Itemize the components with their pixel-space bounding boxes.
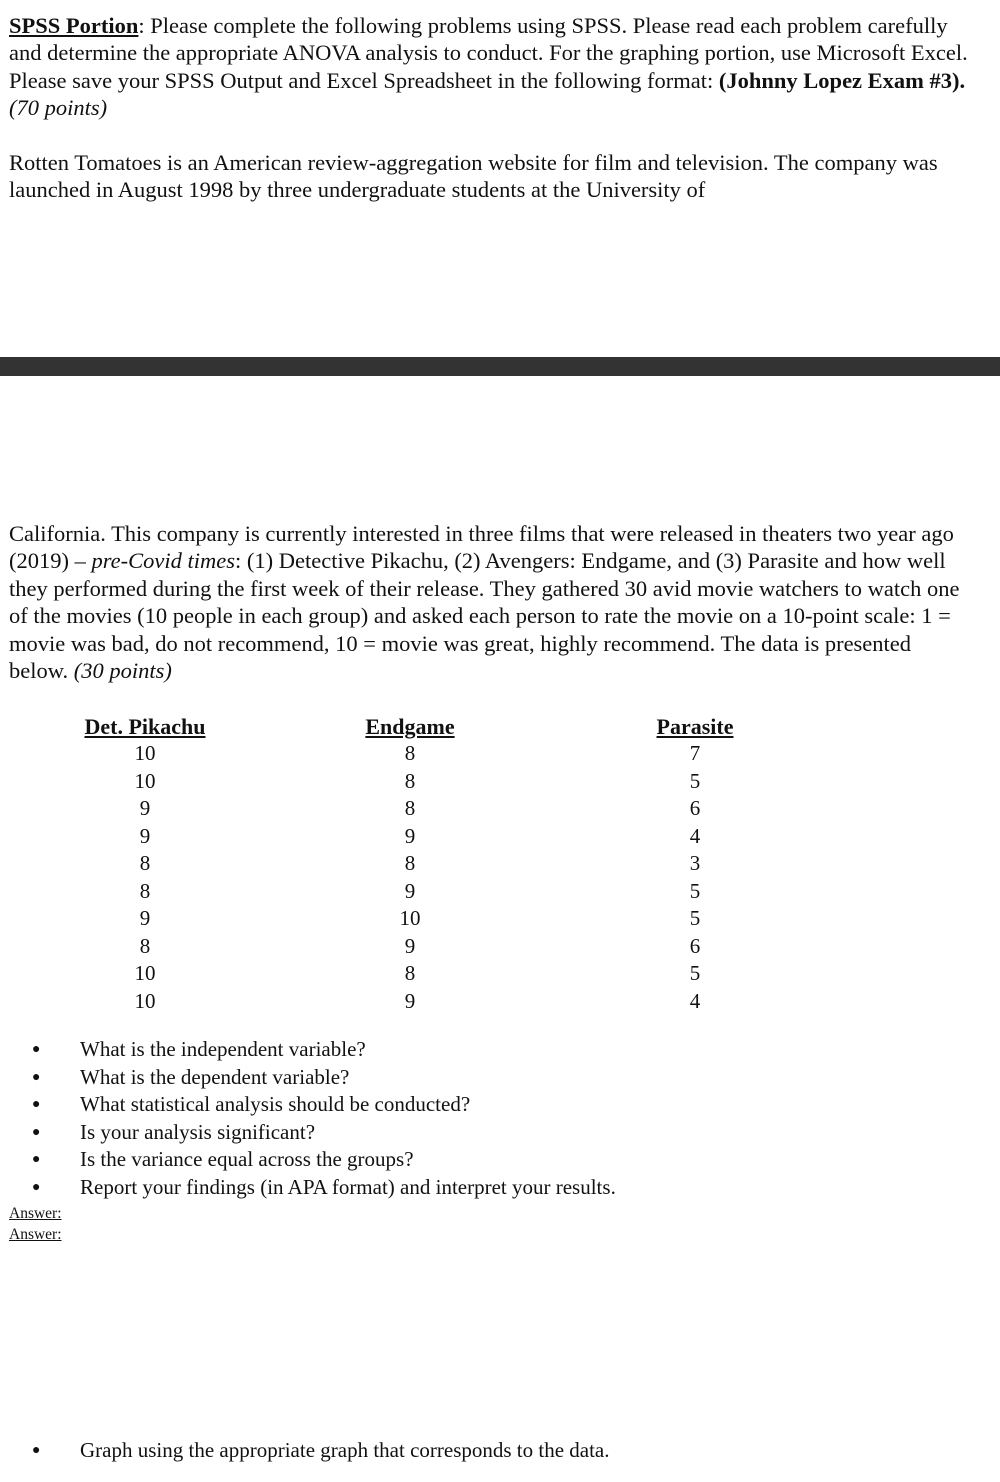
study-italic: pre-Covid times <box>91 548 236 574</box>
rating-cell: 9 <box>404 823 416 848</box>
rating-cell: 9 <box>139 906 151 930</box>
intro-points: (70 points) <box>9 95 108 121</box>
heading-separator: : <box>138 13 145 38</box>
section-heading: SPSS Portion <box>9 13 139 38</box>
list-item <box>0 1091 900 1118</box>
rating-cell: 4 <box>689 988 701 1013</box>
question-text: What is the dependent variable? <box>80 1064 350 1089</box>
study-text-a: California. This company is currently interested in three films that were released in theaters two year ago (2019) – <box>9 521 954 574</box>
column-header: Parasite <box>656 714 734 739</box>
bullet-icon: ● <box>32 1042 41 1057</box>
rating-cell: 8 <box>404 851 416 875</box>
rating-cell: 8 <box>139 851 151 875</box>
rating-cell: 10 <box>134 961 156 985</box>
rating-cell: 7 <box>689 741 701 765</box>
column-det-pikachu <box>75 713 215 1015</box>
rating-cell: 8 <box>404 741 416 765</box>
rating-cell: 10 <box>134 741 156 765</box>
rating-cell: 9 <box>404 878 416 903</box>
answer-label: Answer: <box>9 1205 62 1222</box>
rating-cell: 5 <box>689 906 701 930</box>
graph-task-item <box>0 1437 900 1464</box>
rating-cell: 6 <box>689 796 701 820</box>
rating-cell: 5 <box>689 961 701 985</box>
rating-cell: 5 <box>689 878 701 903</box>
list-item <box>0 1064 900 1091</box>
question-text: Is your analysis significant? <box>80 1119 316 1144</box>
rating-cell: 9 <box>139 823 151 848</box>
question-text: What is the independent variable? <box>80 1037 366 1061</box>
column-header: Det. Pikachu <box>84 714 206 739</box>
answer-label: Answer: <box>9 1226 62 1243</box>
rating-cell: 10 <box>399 906 421 930</box>
rating-cell: 4 <box>689 823 701 848</box>
question-text: Is the variance equal across the groups? <box>80 1147 414 1171</box>
file-format: (Johnny Lopez Exam #3). <box>718 67 966 93</box>
bullet-icon: ● <box>32 1443 41 1458</box>
rating-cell: 6 <box>689 933 701 958</box>
bullet-icon: ● <box>32 1152 41 1167</box>
rating-cell: 9 <box>404 988 416 1013</box>
study-text-b: : (1) Detective Pikachu, (2) Avengers: Endgame, and (3) Parasite and how well they performed during the first week of their release. They gathered 30 avid movie watchers to watch one of the movies (10 people in each group) and asked each person to rate the movie on a 10-point scale: 1 = movie was bad, do not recommend, 10 = movie was great, highly recommend. The data is presented below. <box>9 548 960 684</box>
context-paragraph: Rotten Tomatoes is an American review-aggregation website for film and television. The company was launched in August 1998 by three undergraduate students at the University of <box>9 150 938 203</box>
rating-cell: 8 <box>404 796 416 820</box>
study-paragraph <box>9 520 969 684</box>
column-header: Endgame <box>365 714 455 739</box>
rating-cell: 8 <box>404 768 416 793</box>
study-points: (30 points) <box>73 658 172 684</box>
rating-cell: 10 <box>134 988 156 1013</box>
intro-paragraph <box>9 12 969 122</box>
page-divider <box>0 357 1000 376</box>
rating-cell: 5 <box>689 768 701 793</box>
rating-cell: 9 <box>139 796 151 820</box>
rating-cell: 10 <box>134 768 156 793</box>
bullet-icon: ● <box>32 1124 41 1140</box>
bullet-icon: ● <box>32 1097 41 1112</box>
rating-cell: 9 <box>404 933 416 958</box>
question-text: Report your findings (in APA format) and interpret your results. <box>80 1174 616 1199</box>
rating-cell: 8 <box>404 961 416 985</box>
list-item <box>0 1119 900 1146</box>
intro-text: Please complete the following problems using SPSS. Please read each problem carefully and determine the appropriate ANOVA analysis to conduct. For the graphing portion, use Microsoft Excel. Please save your SPSS Output and Excel Spreadsheet in the following format: <box>9 13 968 93</box>
rating-cell: 8 <box>139 933 151 958</box>
column-parasite <box>625 713 765 1015</box>
bullet-icon: ● <box>32 1179 41 1195</box>
list-item <box>0 1036 900 1063</box>
list-item <box>0 1146 900 1173</box>
question-text: What statistical analysis should be conducted? <box>80 1092 471 1116</box>
rating-cell: 3 <box>689 851 701 875</box>
list-item <box>0 1174 900 1201</box>
rating-cell: 8 <box>139 878 151 903</box>
bullet-icon: ● <box>32 1069 41 1085</box>
column-endgame <box>340 713 480 1015</box>
graph-task-text: Graph using the appropriate graph that corresponds to the data. <box>80 1438 610 1462</box>
